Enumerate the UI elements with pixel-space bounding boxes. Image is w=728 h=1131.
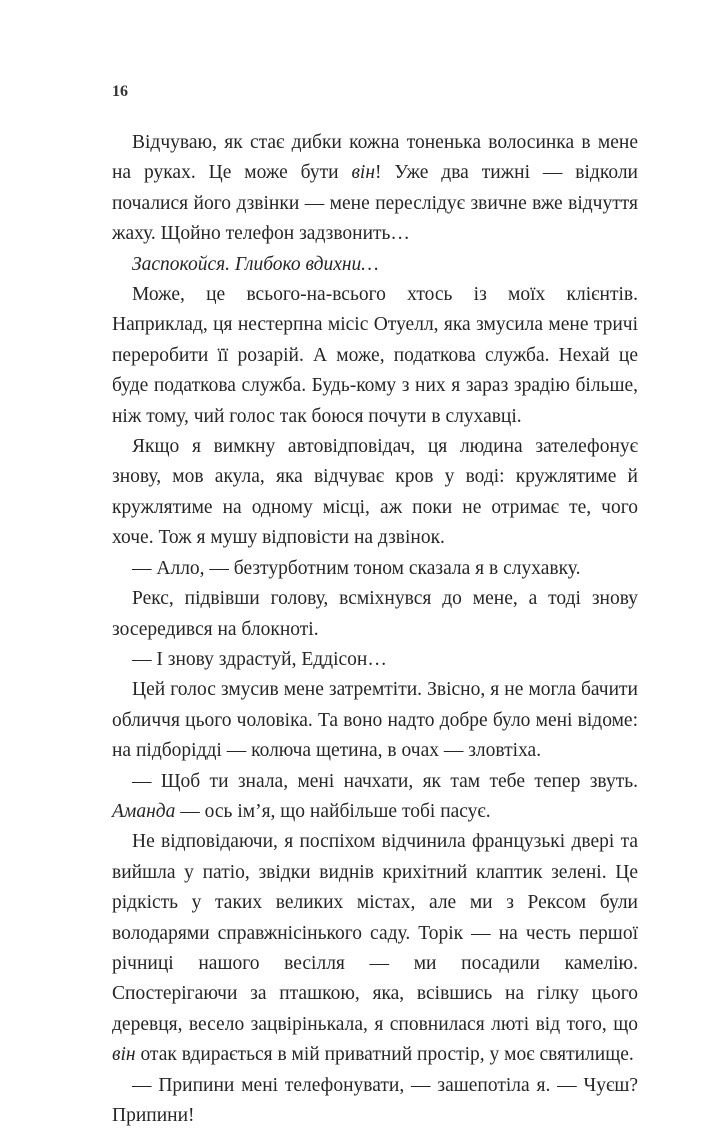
paragraph (112, 827, 638, 1070)
text-run: Відчуваю, як стає дибки кожна тоненька волосинка в мене на руках. Це може бути (112, 132, 638, 184)
text-run: Рекс, підвівши голову, всміхнувся до мене, а тоді знову зосередився на блокноті. (112, 588, 638, 640)
body-text (112, 128, 638, 1131)
text-run: — ось ім’я, що найбільше тобі пасує. (175, 800, 491, 822)
paragraph (112, 675, 638, 766)
paragraph (112, 432, 638, 554)
page-number: 16 (112, 83, 128, 100)
text-run: — І знову здрастуй, Еддісон… (132, 648, 387, 670)
text-run: Цей голос змусив мене затремтіти. Звісно, я не могла бачити обличчя цього чоловіка. Та воно надто добре було мені відоме: на підборідді — колюча щетина, в очах — зловтіха. (112, 679, 638, 762)
paragraph (112, 767, 638, 828)
text-run: — Припини мені телефонувати, — зашепотіла я. — Чуєш? Припини! (112, 1074, 638, 1126)
text-run: ! Уже два тижні — відколи почалися його дзвінки — мене переслідує звичне вже відчуття жаху. Щойно телефон задзвонить… (112, 162, 638, 245)
text-run: Не відповідаючи, я поспіхом відчинила французькі двері та вийшла у патіо, звідки виднів крихітний клаптик зелені. Це рідкість у таких великих містах, але ми з Рексом були володарями справжнісінького саду. Торік — на честь першої річниці нашого весілля — ми посадили камелію. Спостерігаючи за пташкою, яка, всівшись на гілку цього деревця, весело зацвірінькала, я сповнилася люті від того, що (112, 831, 638, 1035)
text-run: Може, це всього-на-всього хтось із моїх клієнтів. Наприклад, ця нестерпна місіс Отуелл, яка змусила мене тричі переробити її розарій. А може, податкова служба. Нехай це буде податкова служба. Будь-кому з них я зараз зрадію більше, ніж тому, чий голос так боюся почути в слухавці. (112, 284, 638, 427)
paragraph (112, 584, 638, 645)
paragraph (112, 280, 638, 432)
paragraph (112, 128, 638, 250)
italic-text: він (112, 1044, 136, 1066)
paragraph (112, 250, 638, 280)
text-run: — Алло, — безтурботним тоном сказала я в слухавку. (132, 557, 581, 579)
text-run: отак вдирається в мій приватний простір, у моє святилище. (135, 1044, 634, 1066)
italic-text: Аманда (112, 800, 176, 822)
italic-text: Заспокойся. Глибоко вдихни… (132, 253, 379, 275)
italic-text: він (351, 162, 375, 184)
text-run: — Щоб ти знала, мені начхати, як там тебе тепер звуть. (132, 770, 638, 792)
paragraph (112, 645, 638, 675)
text-run: Якщо я вимкну автовідповідач, ця людина зателефонує знову, мов акула, яка відчуває кров у воді: кружлятиме й кружлятиме на одному місці, аж поки не отримає те, чого хоче. Тож я мушу відповісти на дзвінок. (112, 436, 638, 549)
paragraph (112, 554, 638, 584)
paragraph (112, 1071, 638, 1131)
